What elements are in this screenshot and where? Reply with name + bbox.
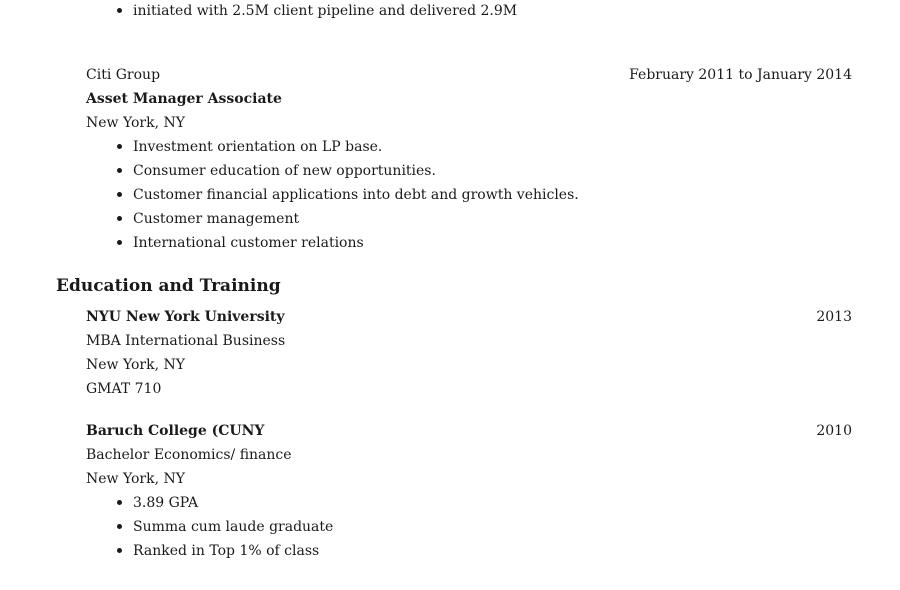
section-heading-education: Education and Training [56, 276, 281, 296]
degree: Bachelor Economics/ finance [86, 447, 292, 463]
bullet-item: International customer relations [86, 231, 852, 255]
previous-job-bullets [86, 0, 852, 23]
job-title: Asset Manager Associate [86, 91, 282, 107]
company-name: Citi Group [86, 67, 161, 83]
education-entry [86, 419, 852, 563]
job-bullets [86, 135, 852, 255]
education-bullets [86, 491, 852, 563]
graduation-year: 2013 [816, 309, 852, 325]
school-name: NYU New York University [86, 309, 285, 325]
bullet-item: initiated with 2.5M client pipeline and delivered 2.9M [86, 0, 852, 23]
job-dates: February 2011 to January 2014 [629, 67, 852, 83]
job-entry [86, 63, 852, 255]
bullet-item: Ranked in Top 1% of class [86, 539, 852, 563]
job-location: New York, NY [86, 115, 185, 131]
bullet-item: Consumer education of new opportunities. [86, 159, 852, 183]
bullet-item: Customer financial applications into debt and growth vehicles. [86, 183, 852, 207]
bullet-item: 3.89 GPA [86, 491, 852, 515]
education-entry [86, 305, 852, 401]
bullet-item: Customer management [86, 207, 852, 231]
bullet-item: Summa cum laude graduate [86, 515, 852, 539]
degree: MBA International Business [86, 333, 286, 349]
school-location: New York, NY [86, 471, 185, 487]
school-extra: GMAT 710 [86, 381, 162, 397]
school-location: New York, NY [86, 357, 185, 373]
graduation-year: 2010 [816, 423, 852, 439]
bullet-item: Investment orientation on LP base. [86, 135, 852, 159]
school-name: Baruch College (CUNY [86, 423, 265, 439]
